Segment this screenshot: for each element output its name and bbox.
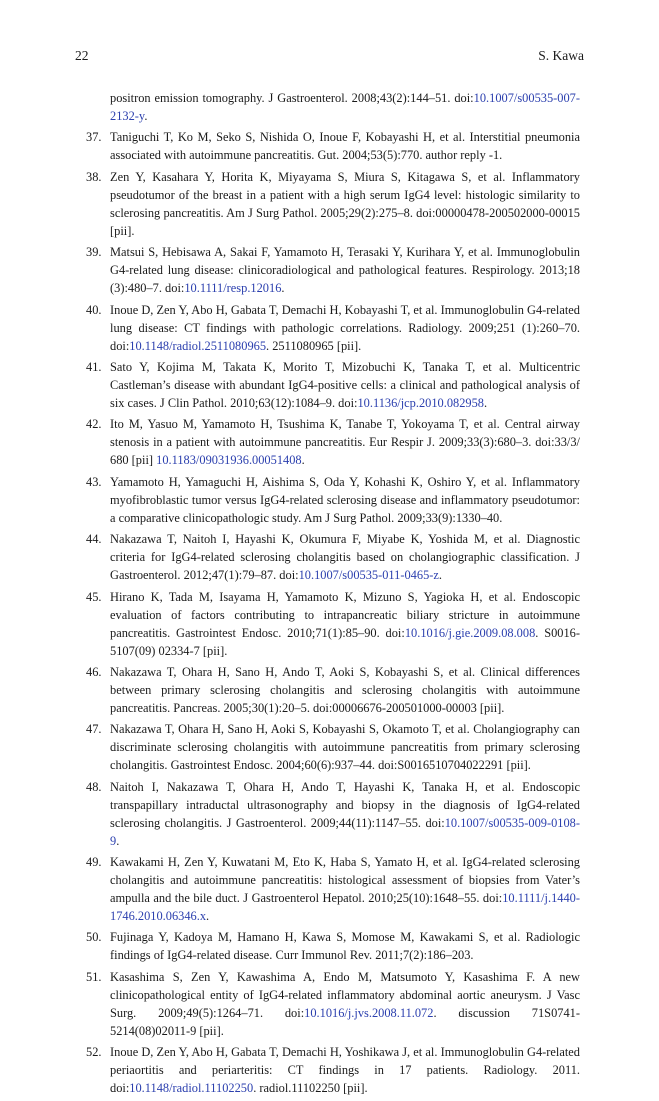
reference-text: . [301, 453, 305, 468]
reference-text: Taniguchi T, Ko M, Seko S, Nishida O, Inoue F, Kobayashi H, et al. Interstitial pneumonia associated with autoimmune pancreatitis. Gut. 2004;53(5):770. author reply -1. [110, 130, 580, 163]
reference-number: 49. [86, 855, 102, 870]
reference-text: Nakazawa T, Ohara H, Sano H, Ando T, Aoki S, Kobayashi S, et al. Clinical differences between primary sclerosing cholangitis and sclerosing cholangitis with autoimmune pancreatitis. Pancreas. 2005;30(1):20–5. doi:00006676-200501000-00003 [pii]. [110, 664, 580, 715]
reference-text: Ito M, Yasuo M, Yamamoto H, Tsushima K, Tanabe T, Yokoyama T, et al. Central airway stenosis in a patient with autoimmune pancreatitis. Eur Respir J. 2009;33(3):680–3. doi:33/3/ 680 [pii] [110, 417, 580, 468]
doi-link[interactable]: 10.1007/s00535-011-0465-z [298, 568, 439, 583]
reference-text: Inoue D, Zen Y, Abo H, Gabata T, Demachi H, Kobayashi T, et al. Immunoglobulin G4-related lung disease: CT findings with pathologic correlations. Radiology. 2009;251 (1):260–70. doi: [110, 302, 580, 353]
doi-link[interactable]: 10.1007/s00535-007-2132-y [110, 91, 580, 123]
reference-number: 43. [86, 474, 102, 489]
reference-number: 37. [86, 130, 102, 145]
reference-text: . S0016-5107(09) 02334-7 [pii]. [110, 625, 581, 658]
reference-item [86, 853, 580, 925]
reference-item [86, 128, 580, 164]
running-header [75, 48, 584, 68]
reference-number: 47. [86, 722, 102, 737]
doi-link[interactable]: 10.1111/j.1440-1746.2010.06346.x [110, 891, 580, 924]
reference-number: 45. [86, 589, 102, 604]
running-author: S. Kawa [538, 48, 584, 63]
reference-item [86, 358, 580, 412]
reference-text: Sato Y, Kojima M, Takata K, Morito T, Mizobuchi K, Tanaka T, et al. Multicentric Castleman’s disease with abundant IgG4-positive cells: a clinical and pathological analysis of six cases. J Clin Pathol. 2010;63(12):1084–9. doi: [110, 359, 580, 410]
doi-link[interactable]: 10.1016/j.gie.2009.08.008 [404, 625, 536, 640]
reference-text: . discussion 71S0741-5214(08)02011-9 [pii]. [110, 1005, 580, 1038]
reference-number: 46. [86, 664, 102, 679]
reference-number: 39. [86, 245, 102, 260]
doi-link[interactable]: 10.1183/09031936.00051408 [156, 453, 302, 468]
doi-link[interactable]: 10.1007/s00535-009-0108-9 [110, 815, 580, 848]
reference-text: . [144, 109, 148, 123]
doi-link[interactable]: 10.1148/radiol.2511080965 [129, 338, 267, 353]
reference-item [86, 968, 580, 1040]
reference-item [86, 415, 580, 469]
reference-text: . [484, 395, 488, 410]
reference-number: 48. [86, 779, 102, 794]
reference-text: Nakazawa T, Ohara H, Sano H, Aoki S, Kobayashi S, Okamoto T, et al. Cholangiography can discriminate sclerosing cholangitis with autoimmune pancreatitis from primary sclerosing cholangitis. Gastrointest Endosc. 2004;60(6):937–44. doi:S0016510704022291 [pii]. [110, 722, 580, 773]
reference-item [86, 168, 580, 240]
reference-text: . [116, 833, 120, 848]
reference-number: 52. [86, 1045, 102, 1060]
reference-item [86, 720, 580, 774]
reference-text: Hirano K, Tada M, Isayama H, Yamamoto K, Mizuno S, Yagioka H, et al. Endoscopic evaluation of factors contributing to intrapancreatic biliary stricture in autoimmune pancreatitis. Gastrointest Endosc. 2010;71(1):85–90. doi: [110, 589, 580, 640]
reference-text: . 2511080965 [pii]. [266, 338, 362, 353]
reference-item [86, 89, 580, 125]
reference-number: 41. [86, 359, 102, 374]
reference-text: Kasashima S, Zen Y, Kawashima A, Endo M, Matsumoto Y, Kasashima F. A new clinicopathological entity of IgG4-related inflammatory abdominal aortic aneurysm. J Vasc Surg. 2009;49(5):1264–71. doi: [110, 969, 580, 1020]
reference-item [86, 530, 580, 584]
reference-text: . [281, 281, 285, 296]
reference-text: . [206, 909, 210, 924]
reference-text: . [438, 568, 442, 583]
reference-number: 42. [86, 417, 102, 432]
reference-item [86, 473, 580, 527]
reference-number: 40. [86, 302, 102, 317]
reference-item [86, 588, 580, 660]
reference-item [86, 928, 580, 964]
reference-number: 38. [86, 169, 102, 184]
reference-text: Zen Y, Kasahara Y, Horita K, Miyayama S, Miura S, Kitagawa S, et al. Inflammatory pseudotumor of the breast in a patient with a high serum IgG4 level: histologic similarity to sclerosing pancreatitis. Am J Surg Pathol. 2005;29(2):275–8. doi:00000478-200502000-00015 [pii]. [110, 169, 580, 238]
doi-link[interactable]: 10.1148/radiol.11102250 [129, 1081, 254, 1096]
reference-text: Inoue D, Zen Y, Abo H, Gabata T, Demachi H, Yoshikawa J, et al. Immunoglobulin G4-related periaortitis and periarteritis: CT findings in 17 patients. Radiology. 2011. doi: [110, 1045, 580, 1096]
reference-text: Fujinaga Y, Kadoya M, Hamano H, Kawa S, Momose M, Kawakami S, et al. Radiologic findings of IgG4-related disease. Curr Immunol Rev. 2011;7(2):186–203. [110, 930, 580, 963]
reference-item [86, 1043, 580, 1097]
doi-link[interactable]: 10.1111/resp.12016 [184, 281, 282, 296]
page-number: 22 [75, 48, 89, 63]
doi-link[interactable]: 10.1136/jcp.2010.082958 [357, 395, 485, 410]
reference-number: 44. [86, 532, 102, 547]
doi-link[interactable]: 10.1016/j.jvs.2008.11.072 [304, 1005, 434, 1020]
reference-text: Naitoh I, Nakazawa T, Ohara H, Ando T, Hayashi K, Tanaka H, et al. Endoscopic transpapillary intraductal ultrasonography and biopsy in the diagnosis of IgG4-related sclerosing cholangitis. J Gastroenterol. 2009;44(11):1147–55. doi: [110, 779, 580, 830]
reference-list [86, 89, 580, 1101]
reference-text: Yamamoto H, Yamaguchi H, Aishima S, Oda Y, Kohashi K, Oshiro Y, et al. Inflammatory myofibroblastic tumor versus IgG4-related sclerosing disease and inflammatory pseudotumor: a comparative clinicopathologic study. Am J Surg Pathol. 2009;33(9):1330–40. [110, 474, 580, 525]
reference-text: Matsui S, Hebisawa A, Sakai F, Yamamoto H, Terasaki Y, Kurihara Y, et al. Immunoglobulin G4-related lung disease: clinicoradiological and pathological features. Respirology. 2013;18 (3):480–7. doi: [110, 245, 580, 296]
reference-text: Nakazawa T, Naitoh I, Hayashi K, Okumura F, Miyabe K, Yoshida M, et al. Diagnostic criteria for IgG4-related sclerosing cholangitis based on cholangiographic classification. J Gastroenterol. 2012;47(1):79–87. doi: [110, 532, 580, 583]
reference-number: 50. [86, 930, 102, 945]
reference-item [86, 243, 580, 297]
reference-text: . radiol.11102250 [pii]. [253, 1081, 368, 1096]
reference-text: Kawakami H, Zen Y, Kuwatani M, Eto K, Haba S, Yamato H, et al. IgG4-related sclerosing cholangitis and autoimmune pancreatitis: histological assessment of biopsies from Vater’s ampulla and the bile duct. J Gastroenterol Hepatol. 2010;25(10):1648–55. doi: [110, 855, 580, 906]
reference-item [86, 663, 580, 717]
reference-item [86, 301, 580, 355]
reference-item [86, 778, 580, 850]
reference-number: 51. [86, 969, 102, 984]
reference-text: positron emission tomography. J Gastroenterol. 2008;43(2):144–51. doi: [110, 91, 474, 105]
